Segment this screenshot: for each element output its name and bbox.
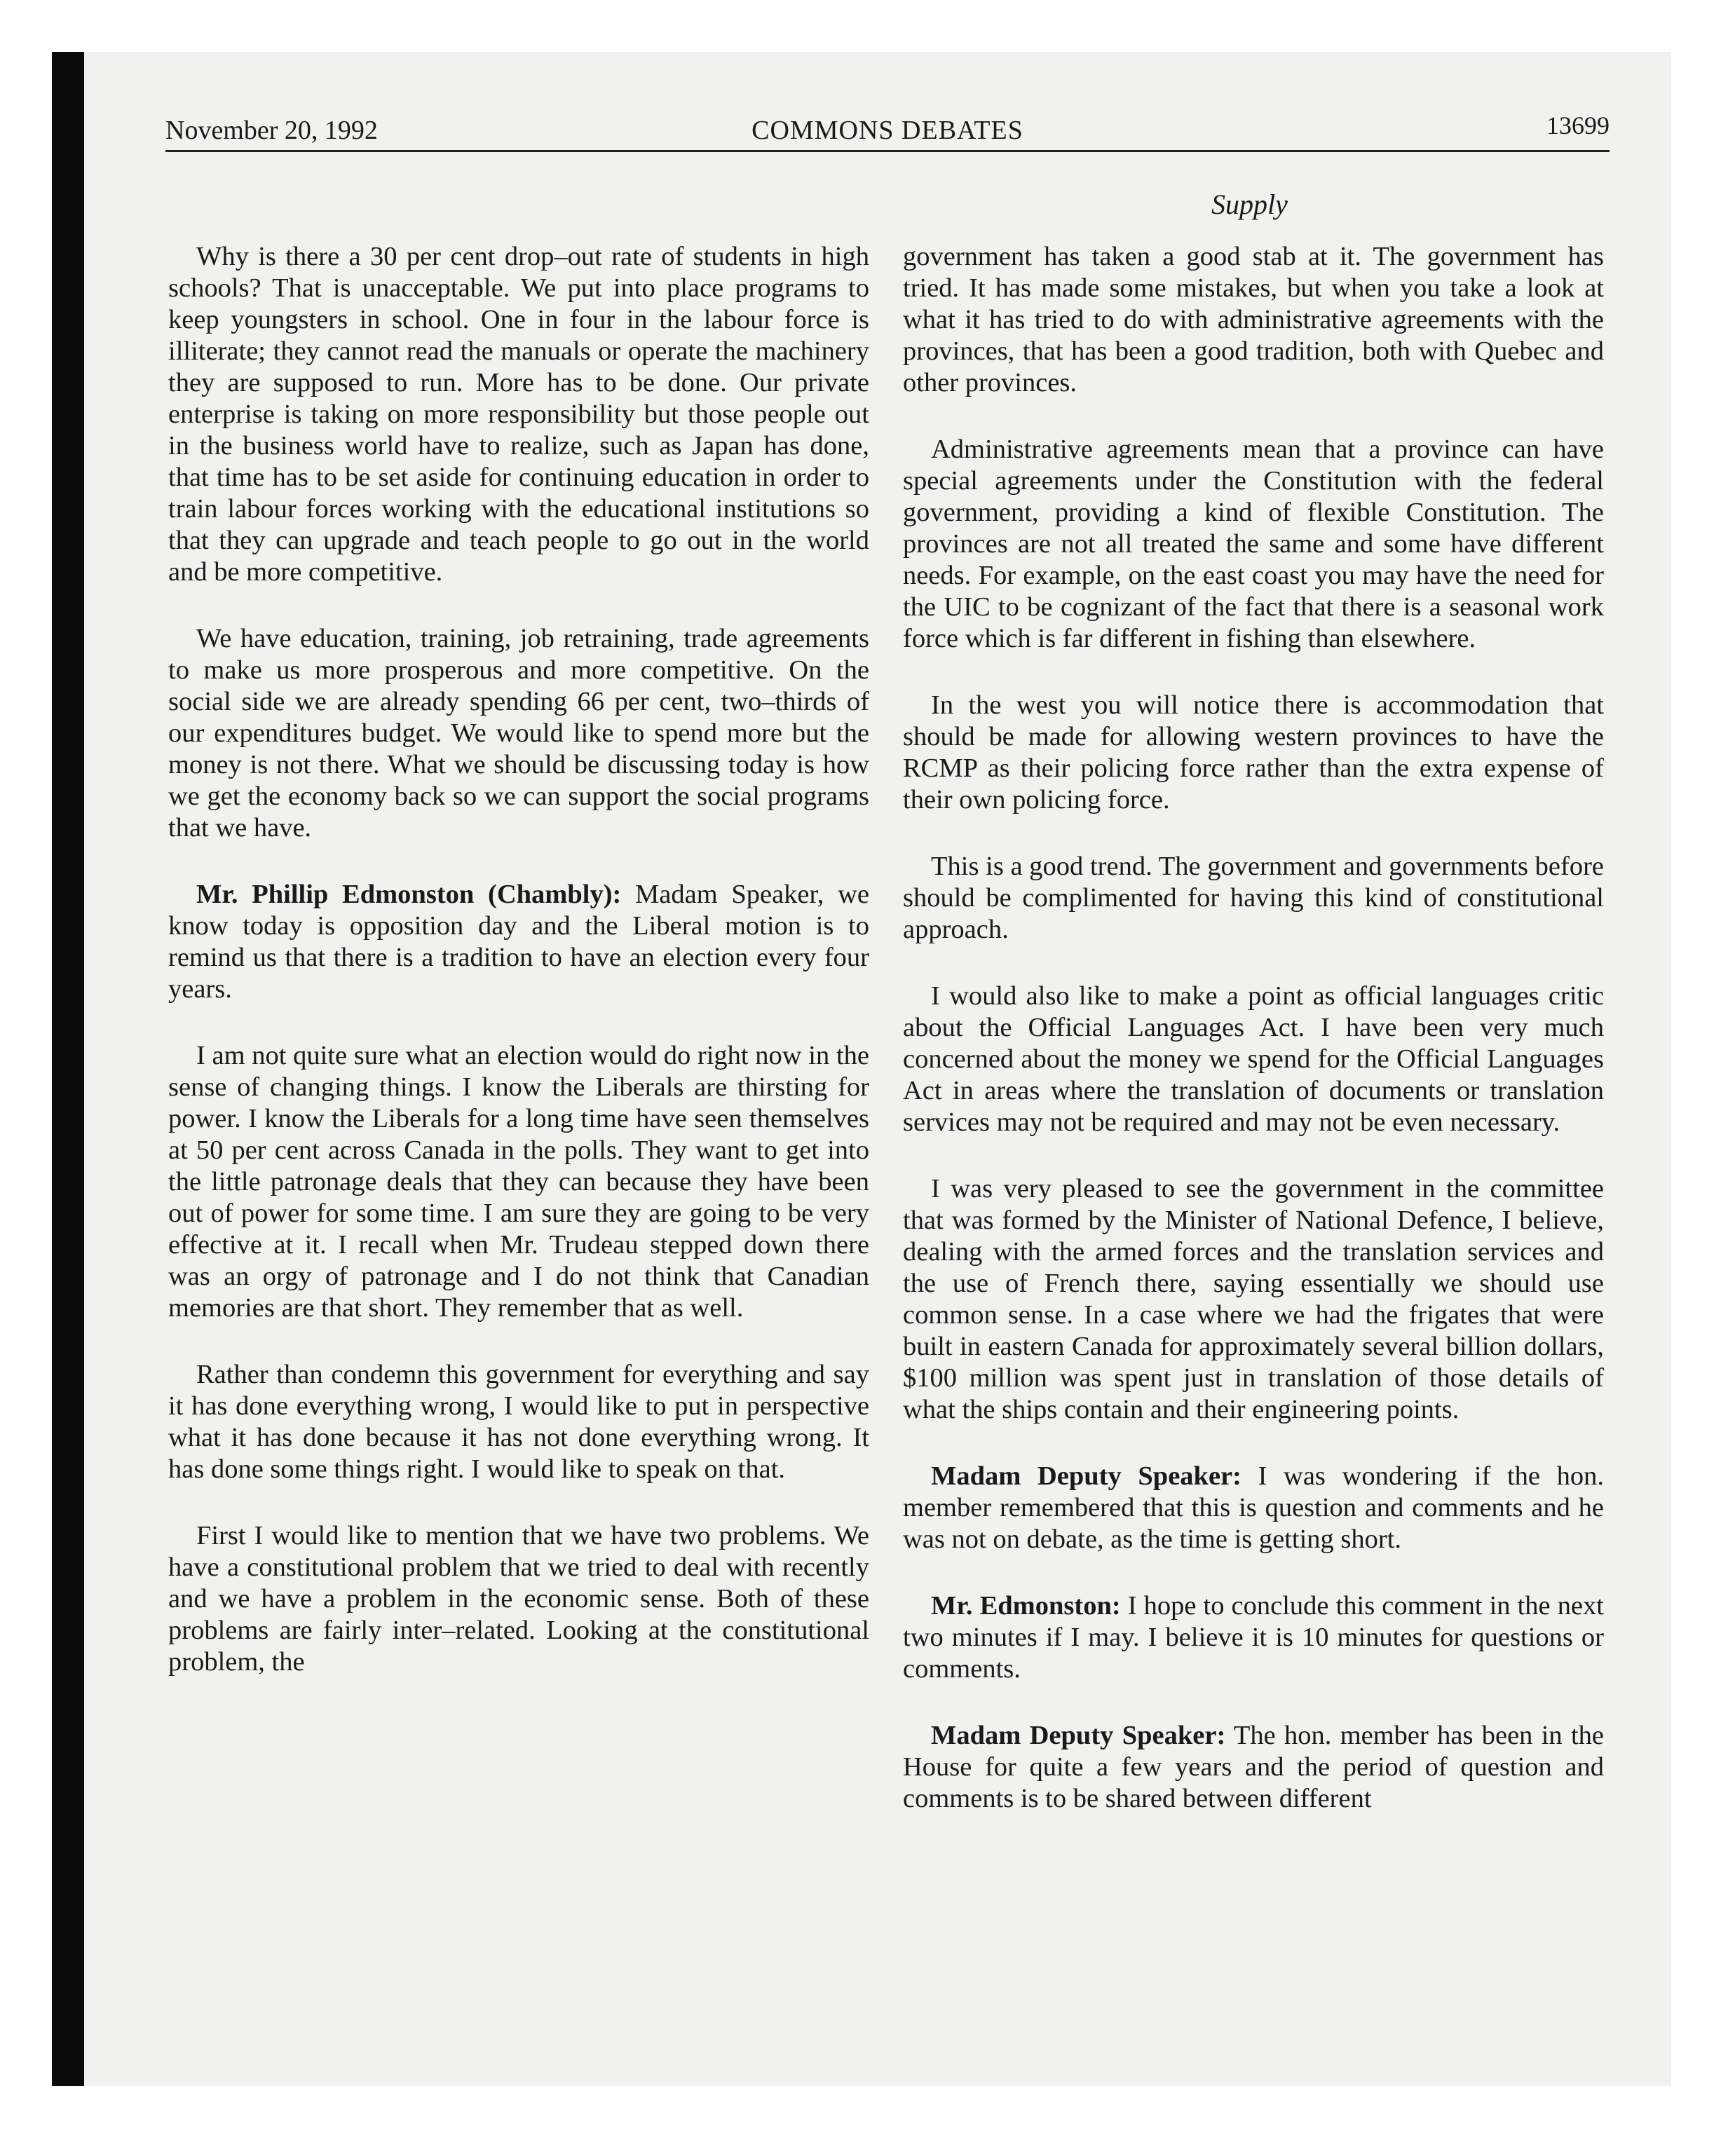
section-label: Supply xyxy=(1211,189,1288,220)
paragraph-text: government has taken a good stab at it. The government has tried. It has made some mistakes, but when you take a look at what it has tried to do with administrative agreements with the provinces, that has been a good tradition, both with Quebec and other provinces. xyxy=(903,242,1604,397)
left-column xyxy=(168,241,869,1713)
paragraph-text: In the west you will notice there is accommodation that should be made for allowing western provinces to have the RCMP as their policing force rather than the extra expense of their own policing force. xyxy=(903,690,1604,814)
paragraph-text: Administrative agreements mean that a province can have special agreements under the Constitution with the federal government, providing a kind of flexible Constitution. The provinces are not all treated the same and some have different needs. For example, on the east coast you may have the need for the UIC to be cognizant of the fact that there is a seasonal work force which is far different in fishing than elsewhere. xyxy=(903,435,1604,653)
paragraph-text: First I would like to mention that we have two problems. We have a constitutional problem that we tried to deal with recently and we have a problem in the economic sense. Both of these problems are fairly inter–related. Looking at the constitutional problem, the xyxy=(168,1521,869,1677)
paragraph xyxy=(903,690,1604,816)
paragraph-text: I am not quite sure what an election would do right now in the sense of changing things. I know the Liberals are thirsting for power. I know the Liberals for a long time have seen themselves at 50 per cent across Canada in the polls. They want to get into the little patronage deals that they can because they have been out of power for some time. I am sure they are going to be very effective at it. I recall when Mr. Trudeau stepped down there was an orgy of patronage and I do not think that Canadian memories are that short. They remember that as well. xyxy=(168,1041,869,1323)
paragraph-text: We have education, training, job retraining, trade agreements to make us more prosperous and more competitive. On the social side we are already spending 66 per cent, two–thirds of our expenditures budget. We would like to spend more but the money is not there. What we should be discussing today is how we get the economy back so we can support the social programs that we have. xyxy=(168,624,869,842)
paragraph-text: I was very pleased to see the government in the committee that was formed by the Minister of National Defence, I believe, dealing with the armed forces and the translation services and the use of French there, saying essentially we should use common sense. In a case where we had the frigates that were built in eastern Canada for approximately several billion dollars, $100 million was spent just in translation of those details of what the ships contain and their engineering points. xyxy=(903,1174,1604,1424)
header-page-number: 13699 xyxy=(1546,111,1610,139)
paragraph xyxy=(903,1590,1604,1685)
running-head xyxy=(165,105,1610,152)
right-column xyxy=(903,241,1604,1850)
speaker-name: Madam Deputy Speaker: xyxy=(931,1461,1241,1491)
paragraph xyxy=(903,434,1604,655)
paragraph xyxy=(168,241,869,588)
paragraph xyxy=(168,1040,869,1324)
paragraph-text: I was wondering if the hon. member remembered that this is question and comments and he was not on debate, as the time is getting short. xyxy=(903,1461,1605,1554)
header-date: November 20, 1992 xyxy=(165,116,378,145)
paragraph-text: The hon. member has been in the House for quite a few years and the period of question and comments is to be shared between different xyxy=(903,1721,1604,1813)
paragraph xyxy=(168,623,869,844)
paragraph xyxy=(168,879,869,1005)
speaker-name: Mr. Phillip Edmonston (Chambly): xyxy=(196,880,622,909)
header-title: COMMONS DEBATES xyxy=(751,116,1023,145)
paragraph xyxy=(903,1461,1604,1555)
paragraph-text: Why is there a 30 per cent drop–out rate of students in high schools? That is unacceptable. We put into place programs to keep youngsters in school. One in four in the labour force is illiterate; they cannot read the manuals or operate the machinery they are supposed to run. More has to be done. Our private enterprise is taking on more responsibility but those people out in the business world have to realize, such as Japan has done, that time has to be set aside for continuing education in order to train labour forces working with the educational institutions so that they can upgrade and teach people to go out in the world and be more competitive. xyxy=(168,242,869,587)
paragraph xyxy=(903,1173,1604,1426)
paragraph-text: I hope to conclude this comment in the next two minutes if I may. I believe it is 10 minutes for questions or comments. xyxy=(903,1591,1604,1684)
speaker-name: Mr. Edmonston: xyxy=(931,1591,1121,1621)
paragraph xyxy=(903,241,1604,399)
scan-binding-edge xyxy=(52,52,84,2086)
paragraph xyxy=(903,851,1604,946)
paragraph-text: Madam Speaker, we know today is opposition day and the Liberal motion is to remind us that there is a tradition to have an election every four years. xyxy=(168,880,869,1004)
paragraph-text: Rather than condemn this government for everything and say it has done everything wrong, I would like to put in perspective what it has done because it has not done everything wrong. It has done some things right. I would like to speak on that. xyxy=(168,1360,869,1484)
paragraph xyxy=(168,1359,869,1485)
paragraph xyxy=(903,981,1604,1138)
paragraph-text: This is a good trend. The government and governments before should be complimented for having this kind of constitutional approach. xyxy=(903,852,1604,944)
paragraph xyxy=(903,1720,1604,1815)
document-page xyxy=(165,105,1610,1813)
speaker-name: Madam Deputy Speaker: xyxy=(931,1721,1226,1750)
paragraph-text: I would also like to make a point as official languages critic about the Official Languages Act. I have been very much concerned about the money we spend for the Official Languages Act in areas where the translation of documents or translation services may not be required and may not be even necessary. xyxy=(903,981,1604,1137)
paragraph xyxy=(168,1520,869,1678)
